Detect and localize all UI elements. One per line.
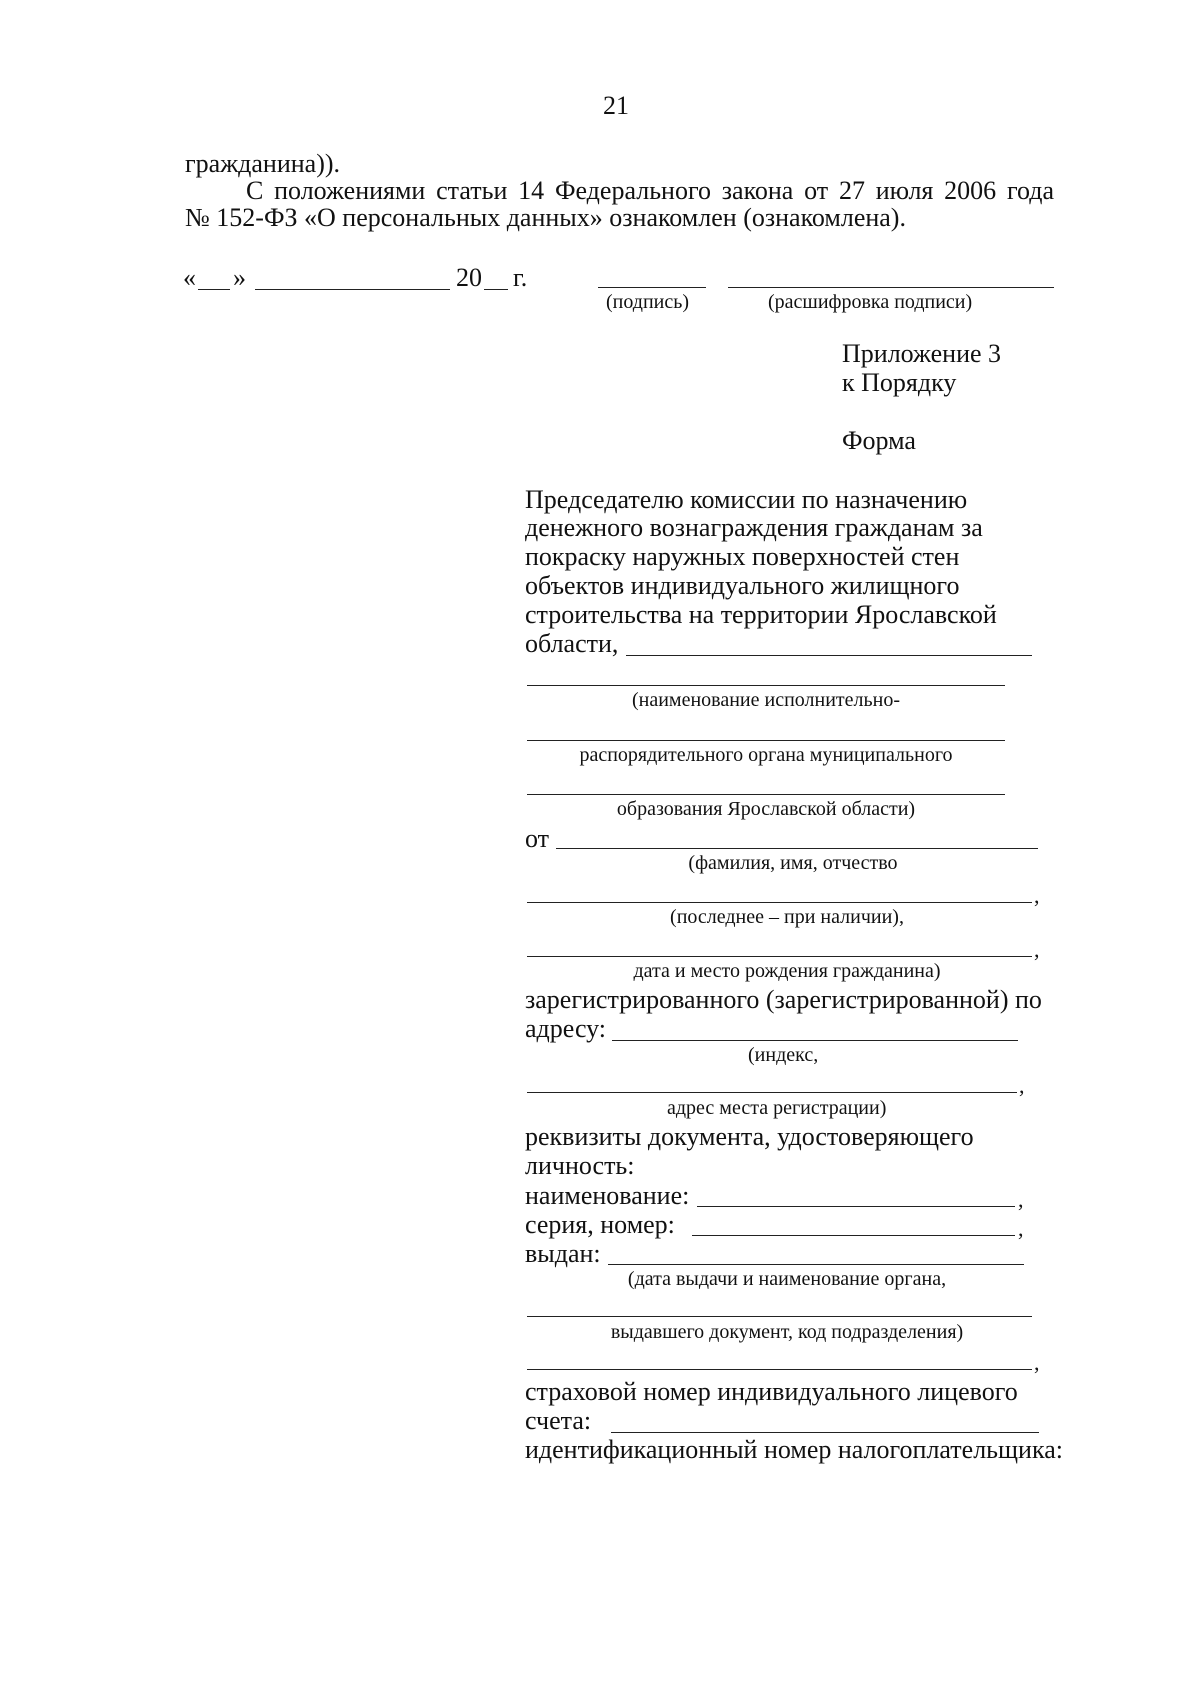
address-index-line xyxy=(612,1040,1018,1041)
addressee-line-2: денежного вознаграждения гражданам за xyxy=(525,513,983,542)
doc-name-label: наименование: xyxy=(525,1181,690,1210)
reg-address-line xyxy=(527,1092,1017,1093)
appendix-title: Приложение 3 xyxy=(842,339,1002,368)
org-line-2 xyxy=(527,740,1005,741)
signature-caption: (подпись) xyxy=(606,291,690,313)
doc-issued-line xyxy=(608,1264,1024,1265)
issued-caption-2: выдавшего документ, код подразделения) xyxy=(610,1321,964,1343)
page-number: 21 xyxy=(603,91,629,120)
signature-decoding-line xyxy=(728,287,1054,288)
org-line-3 xyxy=(527,794,1005,795)
doc-issued-label: выдан: xyxy=(525,1239,601,1268)
fio-caption-2: (последнее – при наличии), xyxy=(670,906,904,928)
intro-line-1: гражданина)). xyxy=(185,149,341,178)
doc-name-comma: , xyxy=(1018,1187,1024,1212)
date-year: 20 xyxy=(456,263,482,292)
org-caption-3: образования Ярославской области) xyxy=(616,798,916,820)
org-caption-2: распорядительного органа муниципального xyxy=(579,744,953,766)
region-field-line xyxy=(626,655,1032,656)
issued-caption-1: (дата выдачи и наименование органа, xyxy=(627,1268,947,1290)
appendix-order: к Порядку xyxy=(842,368,957,397)
from-label: от xyxy=(525,824,550,853)
addressee-line-4: объектов индивидуального жилищного xyxy=(525,571,960,600)
reg-address-caption: адрес места регистрации) xyxy=(667,1097,887,1119)
birth-line-comma: , xyxy=(1034,937,1040,962)
date-year-line xyxy=(484,289,508,290)
date-year-suffix: г. xyxy=(513,263,528,292)
date-close-quote: » xyxy=(233,263,246,292)
fio-line-1 xyxy=(556,848,1038,849)
region-prefix: области, xyxy=(525,629,619,658)
index-caption: (индекс, xyxy=(748,1044,819,1066)
intro-line-3: № 152-ФЗ «О персональных данных» ознакомлен (ознакомлена). xyxy=(185,203,906,232)
registered-text: зарегистрированного (зарегистрированной) по xyxy=(525,985,1042,1014)
birth-line xyxy=(527,956,1032,957)
fio-line-2 xyxy=(527,902,1032,903)
signature-decoding-caption: (расшифровка подписи) xyxy=(768,291,973,313)
reg-address-comma: , xyxy=(1019,1073,1025,1098)
date-day-line xyxy=(198,289,230,290)
fio-line-2-comma: , xyxy=(1034,883,1040,908)
address-prefix: адресу: xyxy=(525,1014,607,1043)
inn-label: идентификационный номер налогоплательщика: xyxy=(525,1435,1063,1464)
addressee-line-5: строительства на территории Ярославской xyxy=(525,600,997,629)
snils-line xyxy=(611,1432,1039,1433)
snils-label-1: страховой номер индивидуального лицевого xyxy=(525,1377,1018,1406)
date-open-quote: « xyxy=(183,263,196,292)
issued-line-3 xyxy=(527,1369,1032,1370)
fio-caption-1: (фамилия, имя, отчество xyxy=(688,852,898,874)
org-line-1 xyxy=(527,685,1005,686)
issued-line-2 xyxy=(527,1316,1032,1317)
doc-heading-1: реквизиты документа, удостоверяющего xyxy=(525,1122,974,1151)
addressee-line-1: Председателю комиссии по назначению xyxy=(525,485,968,514)
org-caption-1: (наименование исполнительно- xyxy=(631,689,900,711)
doc-series-line xyxy=(692,1235,1015,1236)
birth-caption: дата и место рождения гражданина) xyxy=(633,960,941,982)
intro-line-2: С положениями статьи 14 Федерального закона от 27 июля 2006 года xyxy=(246,176,1054,205)
doc-heading-2: личность: xyxy=(525,1151,635,1180)
form-label: Форма xyxy=(842,426,916,455)
doc-name-line xyxy=(697,1206,1015,1207)
doc-series-label: серия, номер: xyxy=(525,1210,675,1239)
date-month-line xyxy=(255,289,450,290)
signature-line xyxy=(598,287,706,288)
addressee-line-3: покраску наружных поверхностей стен xyxy=(525,542,960,571)
snils-label-2: счета: xyxy=(525,1406,592,1435)
issued-line-3-comma: , xyxy=(1034,1350,1040,1375)
doc-series-comma: , xyxy=(1018,1216,1024,1241)
